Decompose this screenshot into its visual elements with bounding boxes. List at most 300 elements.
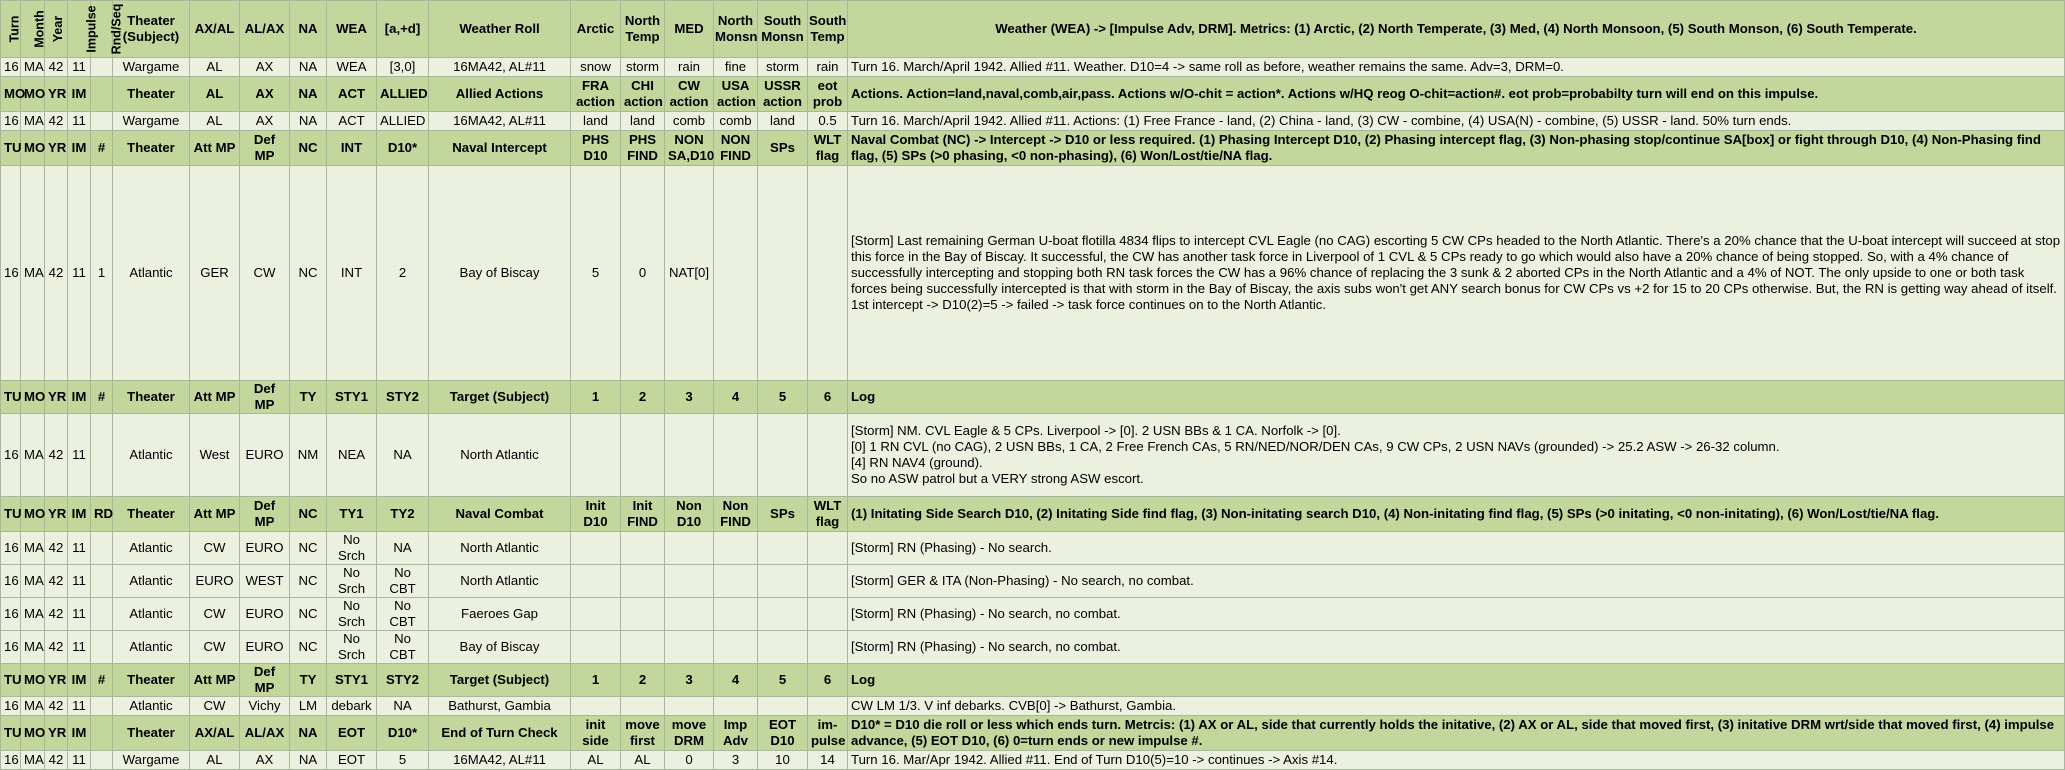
cell-impulse: 11 [68,58,91,77]
cell-month: MO [21,716,45,751]
section-header-row [1,381,2065,414]
cell-metric-4: Imp Adv [714,716,758,751]
cell-seq: # [91,381,113,414]
cell-metric-3: 0 [665,751,714,770]
cell-metric-4: comb [714,112,758,131]
cell-theater: Theater [113,497,190,532]
cell-log: (1) Initating Side Search D10, (2) Initating Side find flag, (3) Non-initating search D10, (4) Non-initating find flag, (5) SPs (>0 initating, <0 non-initating), (6) Won/Lost/tie/NA flag. [848,497,2065,532]
cell-metric-6 [808,631,848,664]
cell-value: STY2 [377,381,429,414]
cell-turn: 16 [1,697,21,716]
cell-subject: North Atlantic [429,565,571,598]
cell-metric-6: im-pulse [808,716,848,751]
cell-theater: Atlantic [113,532,190,565]
cell-log: Log [848,381,2065,414]
cell-year: YR [45,381,68,414]
cell-type: INT [327,131,377,166]
cell-turn: TU [1,381,21,414]
cell-metric-6 [808,697,848,716]
cell-log: [Storm] RN (Phasing) - No search, no combat. [848,598,2065,631]
cell-subject: Bay of Biscay [429,166,571,381]
cell-side-a: CW [190,697,240,716]
cell-subject: Allied Actions [429,77,571,112]
cell-metric-1: init side [571,716,621,751]
cell-theater: Wargame [113,58,190,77]
cell-subject: Naval Combat [429,497,571,532]
cell-year: 42 [45,598,68,631]
cell-turn: 16 [1,58,21,77]
cell-metric-5: SPs [758,131,808,166]
cell-year: 42 [45,751,68,770]
cell-turn: TU [1,716,21,751]
cell-value: No CBT [377,631,429,664]
cell-metric-6: WLT flag [808,131,848,166]
cell-side-b: EURO [240,532,290,565]
cell-theater: Theater [113,77,190,112]
cell-theater: Atlantic [113,631,190,664]
cell-subject: Faeroes Gap [429,598,571,631]
cell-metric-6: 6 [808,664,848,697]
cell-metric-3: 3 [665,381,714,414]
cell-na: TY [290,381,327,414]
cell-subject: Naval Intercept [429,131,571,166]
cell-metric-2: move first [621,716,665,751]
cell-subject: 16MA42, AL#11 [429,751,571,770]
cell-type: STY1 [327,664,377,697]
cell-seq [91,697,113,716]
cell-seq: 1 [91,166,113,381]
cell-side-a: AX/AL [190,716,240,751]
cell-metric-2: 2 [621,664,665,697]
cell-metric-1 [571,631,621,664]
cell-type: No Srch [327,598,377,631]
cell-side-b: WEST [240,565,290,598]
cell-metric-5: 5 [758,664,808,697]
cell-metric-3 [665,697,714,716]
cell-value: NA [377,697,429,716]
cell-metric-4 [714,598,758,631]
cell-month: MA [21,631,45,664]
cell-metric-6: rain [808,58,848,77]
cell-log: [Storm] Last remaining German U-boat flotilla 4834 flips to intercept CVL Eagle (no CAG) escorting 5 CW CPs headed to the North Atlantic. There's a 20% chance that the U-boat intercept will succeed at stop this force in the Bay of Biscay. It successful, the CW has another task force in Liverpool of 1 CVL & 5 CPs ready to go which would also have a 20% chance of being stopped. So, with a 4% chance of successfully intercepting and stopping both RN task forces the CW has a 96% chance of replacing the 3 sunk & 2 aborted CPs in the North Atlantic and a 4% of NOT. The only upside to one or both task forces being successfully intercepted is that with storm in the Bay of Biscay, the axis subs won't get ANY search bonus for CW CPs vs +2 for 15 to 20 CPs otherwise. But, the RN is getting way ahead of itself. 1st intercept -> D10(2)=5 -> failed -> task force continues on to the North Atlantic. [848,166,2065,381]
cell-subject: End of Turn Check [429,716,571,751]
cell-metric-3: NAT[0] [665,166,714,381]
cell-month: MO [21,381,45,414]
cell-year: YR [45,497,68,532]
cell-turn: 16 [1,565,21,598]
cell-metric-3: rain [665,58,714,77]
cell-metric-4 [714,631,758,664]
cell-metric-5 [758,697,808,716]
cell-value: D10* [377,716,429,751]
cell-type: EOT [327,751,377,770]
cell-metric-3 [665,598,714,631]
cell-impulse: IM [68,131,91,166]
cell-metric-3: comb [665,112,714,131]
cell-theater: Atlantic [113,565,190,598]
cell-metric-4 [714,166,758,381]
cell-metric-1: snow [571,58,621,77]
table-row [1,598,2065,631]
cell-side-b: AX [240,58,290,77]
cell-month: MA [21,532,45,565]
cell-metric-4: USA action [714,77,758,112]
cell-seq: # [91,664,113,697]
cell-metric-1: PHS D10 [571,131,621,166]
cell-metric-5: EOT D10 [758,716,808,751]
cell-metric-4: NON FIND [714,131,758,166]
cell-month: MA [21,58,45,77]
cell-metric-2 [621,598,665,631]
cell-subject: Bay of Biscay [429,631,571,664]
cell-value: ALLIED [377,77,429,112]
cell-metric-5: 5 [758,381,808,414]
cell-metric-4: 4 [714,381,758,414]
cell-metric-6 [808,414,848,497]
table-row [1,112,2065,131]
cell-impulse: 11 [68,414,91,497]
cell-value: NA [377,532,429,565]
cell-metric-2: AL [621,751,665,770]
cell-metric-3: move DRM [665,716,714,751]
cell-theater: Wargame [113,751,190,770]
cell-year: YR [45,664,68,697]
cell-metric-2: PHS FIND [621,131,665,166]
cell-metric-2 [621,565,665,598]
cell-turn: TU [1,664,21,697]
table-row [1,532,2065,565]
cell-value: ALLIED [377,112,429,131]
cell-type: No Srch [327,532,377,565]
col-na: NA [290,1,327,58]
cell-side-b: AX [240,112,290,131]
cell-na: NC [290,166,327,381]
cell-turn: 16 [1,631,21,664]
cell-side-b: AL/AX [240,716,290,751]
cell-metric-6: 14 [808,751,848,770]
cell-seq [91,598,113,631]
cell-theater: Theater [113,716,190,751]
col-impulse: Impulse [68,1,91,58]
cell-seq [91,414,113,497]
cell-na: NA [290,58,327,77]
cell-subject: 16MA42, AL#11 [429,58,571,77]
cell-type: No Srch [327,631,377,664]
cell-metric-1 [571,414,621,497]
table-row [1,751,2065,770]
cell-na: NA [290,77,327,112]
col-al-ax: AL/AX [240,1,290,58]
cell-value: No CBT [377,565,429,598]
cell-log: Log [848,664,2065,697]
cell-metric-3 [665,414,714,497]
col-theater: Theater (Subject) [113,1,190,58]
cell-metric-4: 4 [714,664,758,697]
cell-side-b: AX [240,751,290,770]
cell-impulse: IM [68,77,91,112]
cell-theater: Atlantic [113,414,190,497]
cell-metric-6 [808,166,848,381]
cell-side-a: West [190,414,240,497]
cell-log: Turn 16. March/April 1942. Allied #11. Actions: (1) Free France - land, (2) China - land, (3) CW - combine, (4) USA(N) - combine, (5) USSR - land. 50% turn ends. [848,112,2065,131]
cell-year: 42 [45,565,68,598]
cell-seq [91,716,113,751]
cell-subject: Target (Subject) [429,664,571,697]
cell-side-a: Att MP [190,497,240,532]
cell-metric-4: fine [714,58,758,77]
cell-year: 42 [45,166,68,381]
cell-impulse: IM [68,664,91,697]
cell-side-a: Att MP [190,131,240,166]
cell-side-a: Att MP [190,664,240,697]
section-header-row [1,716,2065,751]
cell-metric-5: SPs [758,497,808,532]
cell-month: MO [21,664,45,697]
cell-turn: 16 [1,598,21,631]
cell-metric-5 [758,414,808,497]
cell-year: YR [45,77,68,112]
cell-side-a: Att MP [190,381,240,414]
cell-side-a: CW [190,598,240,631]
col-month: Month [21,1,45,58]
cell-metric-6: 0.5 [808,112,848,131]
cell-log: [Storm] RN (Phasing) - No search. [848,532,2065,565]
cell-turn: 16 [1,166,21,381]
cell-metric-6 [808,598,848,631]
cell-seq: RD [91,497,113,532]
cell-log: Naval Combat (NC) -> Intercept -> D10 or less required. (1) Phasing Intercept D10, (2) Phasing intercept flag, (3) Non-phasing stop/continue SA[box] or fight through D10, (4) Non-Phasing find flag, (5) SPs (>0 phasing, <0 non-phasing), (6) Won/Lost/tie/NA flag. [848,131,2065,166]
table-row [1,697,2065,716]
cell-impulse: 11 [68,598,91,631]
cell-metric-4: 3 [714,751,758,770]
cell-metric-5 [758,631,808,664]
cell-side-a: CW [190,631,240,664]
cell-log: [Storm] GER & ITA (Non-Phasing) - No search, no combat. [848,565,2065,598]
cell-metric-1 [571,598,621,631]
cell-metric-2 [621,532,665,565]
cell-metric-3: CW action [665,77,714,112]
cell-month: MA [21,565,45,598]
cell-log: [Storm] RN (Phasing) - No search, no combat. [848,631,2065,664]
cell-metric-3: 3 [665,664,714,697]
cell-year: 42 [45,112,68,131]
table-row [1,414,2065,497]
cell-theater: Atlantic [113,166,190,381]
cell-metric-1: 1 [571,381,621,414]
cell-side-b: EURO [240,414,290,497]
cell-na: LM [290,697,327,716]
cell-month: MO [21,77,45,112]
cell-impulse: 11 [68,697,91,716]
cell-metric-5 [758,598,808,631]
cell-month: MA [21,598,45,631]
cell-subject: North Atlantic [429,414,571,497]
cell-metric-5: storm [758,58,808,77]
cell-side-b: EURO [240,598,290,631]
cell-impulse: IM [68,497,91,532]
cell-year: 42 [45,58,68,77]
cell-seq [91,77,113,112]
cell-metric-1: 1 [571,664,621,697]
cell-impulse: 11 [68,532,91,565]
cell-metric-4 [714,414,758,497]
cell-type: debark [327,697,377,716]
cell-year: 42 [45,631,68,664]
cell-value: NA [377,414,429,497]
cell-year: 42 [45,697,68,716]
cell-theater: Wargame [113,112,190,131]
cell-metric-2: land [621,112,665,131]
cell-side-b: CW [240,166,290,381]
cell-seq [91,751,113,770]
cell-metric-4 [714,565,758,598]
cell-month: MO [21,497,45,532]
col-year: Year [45,1,68,58]
cell-impulse: IM [68,716,91,751]
cell-metric-6: eot prob [808,77,848,112]
cell-year: YR [45,716,68,751]
cell-metric-5: land [758,112,808,131]
section-header-row [1,77,2065,112]
cell-log: CW LM 1/3. V inf debarks. CVB[0] -> Bathurst, Gambia. [848,697,2065,716]
cell-side-b: Def MP [240,381,290,414]
cell-metric-2: CHI action [621,77,665,112]
cell-metric-5 [758,166,808,381]
cell-type: ACT [327,77,377,112]
cell-theater: Atlantic [113,697,190,716]
cell-side-b: AX [240,77,290,112]
cell-na: NM [290,414,327,497]
cell-metric-1: 5 [571,166,621,381]
cell-log: Turn 16. March/April 1942. Allied #11. Weather. D10=4 -> same roll as before, weather remains the same. Adv=3, DRM=0. [848,58,2065,77]
cell-metric-5: 10 [758,751,808,770]
cell-turn: 16 [1,532,21,565]
col-ax-al: AX/AL [190,1,240,58]
table-row [1,166,2065,381]
cell-metric-1: FRA action [571,77,621,112]
cell-impulse: 11 [68,631,91,664]
cell-log: [Storm] NM. CVL Eagle & 5 CPs. Liverpool -> [0]. 2 USN BBs & 1 CA. Norfolk -> [0]. [0] 1 RN CVL (no CAG), 2 USN BBs, 1 CA, 2 Free French CAs, 5 RN/NED/NOR/DEN CAs, 9 CW CPs, 2 USN NAVs (grounded) -> 25.2 ASW -> 26-32 column. [4] RN NAV4 (ground). So no ASW patrol but a VERY strong ASW escort. [848,414,2065,497]
cell-na: NC [290,565,327,598]
col-med: MED [665,1,714,58]
cell-theater: Atlantic [113,598,190,631]
cell-metric-2 [621,697,665,716]
cell-metric-4 [714,532,758,565]
cell-impulse: IM [68,381,91,414]
col-rnd-seq: Rnd/Seq [91,1,113,58]
cell-metric-3 [665,631,714,664]
cell-metric-2: 0 [621,166,665,381]
cell-side-b: Def MP [240,131,290,166]
cell-value: TY2 [377,497,429,532]
cell-metric-6: WLT flag [808,497,848,532]
cell-side-b: Def MP [240,664,290,697]
cell-metric-5 [758,565,808,598]
cell-side-b: EURO [240,631,290,664]
cell-value: No CBT [377,598,429,631]
cell-turn: 16 [1,751,21,770]
cell-metric-6: 6 [808,381,848,414]
cell-metric-2: 2 [621,381,665,414]
col-north-temp: North Temp [621,1,665,58]
cell-seq [91,631,113,664]
cell-month: MA [21,697,45,716]
cell-metric-1: Init D10 [571,497,621,532]
col-south-monsn: South Monsn [758,1,808,58]
cell-value: D10* [377,131,429,166]
cell-na: NA [290,751,327,770]
cell-na: NA [290,112,327,131]
cell-metric-2: Init FIND [621,497,665,532]
cell-value: [3,0] [377,58,429,77]
cell-side-a: AL [190,77,240,112]
cell-turn: 16 [1,112,21,131]
cell-value: 5 [377,751,429,770]
table-row [1,631,2065,664]
cell-metric-1 [571,697,621,716]
cell-impulse: 11 [68,565,91,598]
cell-type: ACT [327,112,377,131]
cell-impulse: 11 [68,112,91,131]
cell-value: STY2 [377,664,429,697]
cell-na: NC [290,532,327,565]
cell-impulse: 11 [68,751,91,770]
cell-metric-3 [665,565,714,598]
col-turn: Turn [1,1,21,58]
cell-metric-2 [621,414,665,497]
cell-metric-4: Non FIND [714,497,758,532]
cell-na: NC [290,598,327,631]
cell-metric-2 [621,631,665,664]
cell-log: D10* = D10 die roll or less which ends turn. Metrcis: (1) AX or AL, side that currently holds the initative, (2) AX or AL, side that moved first, (3) initative DRM wrt/side that moved first, (4) impulse advance, (5) EOT D10, (6) 0=turn ends or new impulse #. [848,716,2065,751]
cell-metric-3 [665,532,714,565]
cell-side-b: Def MP [240,497,290,532]
cell-theater: Theater [113,131,190,166]
cell-year: 42 [45,414,68,497]
table-row [1,565,2065,598]
col-a-d: [a,+d] [377,1,429,58]
cell-type: No Srch [327,565,377,598]
cell-type: INT [327,166,377,381]
cell-side-a: AL [190,112,240,131]
cell-side-a: EURO [190,565,240,598]
cell-type: TY1 [327,497,377,532]
cell-month: MA [21,112,45,131]
cell-log: Turn 16. Mar/Apr 1942. Allied #11. End of Turn D10(5)=10 -> continues -> Axis #14. [848,751,2065,770]
cell-metric-4 [714,697,758,716]
cell-seq [91,58,113,77]
cell-side-a: AL [190,751,240,770]
cell-metric-3: Non D10 [665,497,714,532]
col-north-monsn: North Monsn [714,1,758,58]
cell-na: NC [290,631,327,664]
cell-seq: # [91,131,113,166]
cell-value: 2 [377,166,429,381]
cell-seq [91,565,113,598]
section-header-row [1,131,2065,166]
cell-metric-5: USSR action [758,77,808,112]
cell-theater: Theater [113,664,190,697]
column-header-row [1,1,2065,58]
cell-month: MA [21,414,45,497]
section-header-row [1,497,2065,532]
col-wea: WEA [327,1,377,58]
cell-type: NEA [327,414,377,497]
col-arctic: Arctic [571,1,621,58]
cell-side-b: Vichy [240,697,290,716]
col-log: Weather (WEA) -> [Impulse Adv, DRM]. Metrics: (1) Arctic, (2) North Temperate, (3) Med, (4) North Monsoon, (5) South Monson, (6) South Temperate. [848,1,2065,58]
cell-turn: MO [1,77,21,112]
